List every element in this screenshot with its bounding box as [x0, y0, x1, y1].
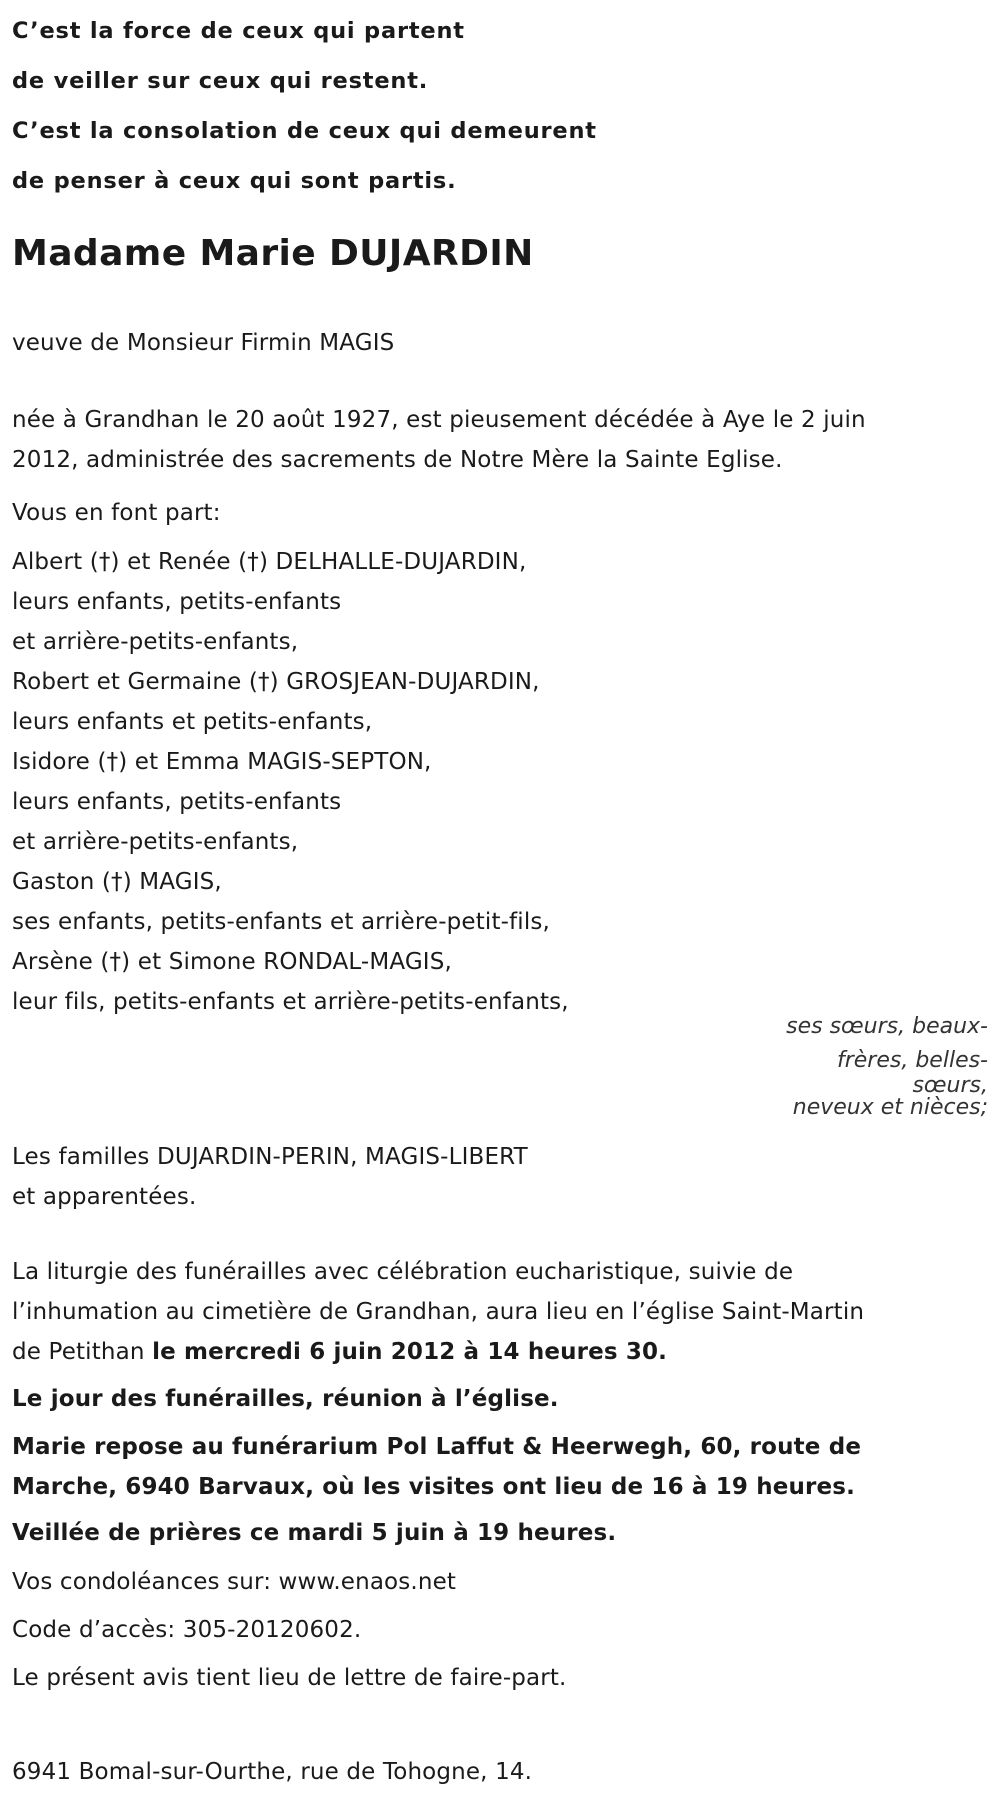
liturgy-datetime: le mercredi 6 juin 2012 à 14 heures 30. [152, 1339, 668, 1365]
liturgy-paragraph [12, 1252, 864, 1372]
siblings-line: neveux et nièces; [792, 1095, 988, 1120]
announce-line: Vous en font part: [12, 500, 221, 526]
access-code-line: Code d’accès: 305-20120602. [12, 1617, 362, 1643]
condolences-line: Vos condoléances sur: www.enaos.net [12, 1569, 457, 1595]
repose-paragraph [12, 1427, 861, 1507]
families-line: Les familles DUJARDIN-PERIN, MAGIS-LIBERT [12, 1144, 528, 1170]
epigraph-line: de veiller sur ceux qui restent. [12, 68, 429, 94]
families-block [12, 1137, 528, 1217]
repose-line: Marche, 6940 Barvaux, où les visites ont lieu de 16 à 19 heures. [12, 1474, 855, 1500]
reunion-line: Le jour des funérailles, réunion à l’église. [12, 1386, 559, 1412]
birth-death-paragraph [12, 400, 988, 480]
family-line: Robert et Germaine (†) GROSJEAN-DUJARDIN, [12, 669, 540, 695]
widow-of-line: veuve de Monsieur Firmin MAGIS [12, 330, 395, 356]
vigil-line: Veillée de prières ce mardi 5 juin à 19 heures. [12, 1520, 617, 1546]
family-line: ses enfants, petits-enfants et arrière-petit-fils, [12, 909, 550, 935]
birth-death-line: née à Grandhan le 20 août 1927, est pieusement décédée à Aye le 2 juin [12, 407, 866, 433]
family-line: leur fils, petits-enfants et arrière-petits-enfants, [12, 989, 569, 1015]
liturgy-place: de Petithan [12, 1339, 145, 1365]
siblings-block [728, 1008, 988, 1120]
family-line: Gaston (†) MAGIS, [12, 869, 222, 895]
deceased-name-title: Madame Marie DUJARDIN [12, 233, 534, 274]
liturgy-line: La liturgie des funérailles avec célébration eucharistique, suivie de [12, 1259, 794, 1285]
family-line: leurs enfants, petits-enfants [12, 789, 342, 815]
families-line: et apparentées. [12, 1184, 197, 1210]
siblings-line: ses sœurs, beaux- [786, 1014, 988, 1039]
epigraph-line: C’est la force de ceux qui partent [12, 18, 465, 44]
birth-death-line: 2012, administrée des sacrements de Notre Mère la Sainte Eglise. [12, 447, 783, 473]
epigraph-poem [12, 6, 597, 206]
epigraph-line: de penser à ceux qui sont partis. [12, 168, 457, 194]
family-line: Albert (†) et Renée (†) DELHALLE-DUJARDIN, [12, 549, 527, 575]
epigraph-line: C’est la consolation de ceux qui demeurent [12, 118, 597, 144]
siblings-line: frères, belles- [836, 1048, 988, 1073]
family-line: Arsène (†) et Simone RONDAL-MAGIS, [12, 949, 452, 975]
family-line: et arrière-petits-enfants, [12, 629, 299, 655]
siblings-line: sœurs, [912, 1073, 988, 1098]
family-list [12, 542, 569, 1022]
liturgy-line [12, 1332, 864, 1372]
family-line: leurs enfants et petits-enfants, [12, 709, 373, 735]
family-line: et arrière-petits-enfants, [12, 829, 299, 855]
address-line: 6941 Bomal-sur-Ourthe, rue de Tohogne, 14. [12, 1759, 533, 1785]
family-line: Isidore (†) et Emma MAGIS-SEPTON, [12, 749, 432, 775]
liturgy-line: l’inhumation au cimetière de Grandhan, aura lieu en l’église Saint-Martin [12, 1299, 865, 1325]
repose-line: Marie repose au funérarium Pol Laffut & Heerwegh, 60, route de [12, 1434, 862, 1460]
notice-line: Le présent avis tient lieu de lettre de faire-part. [12, 1665, 567, 1691]
family-line: leurs enfants, petits-enfants [12, 589, 342, 615]
